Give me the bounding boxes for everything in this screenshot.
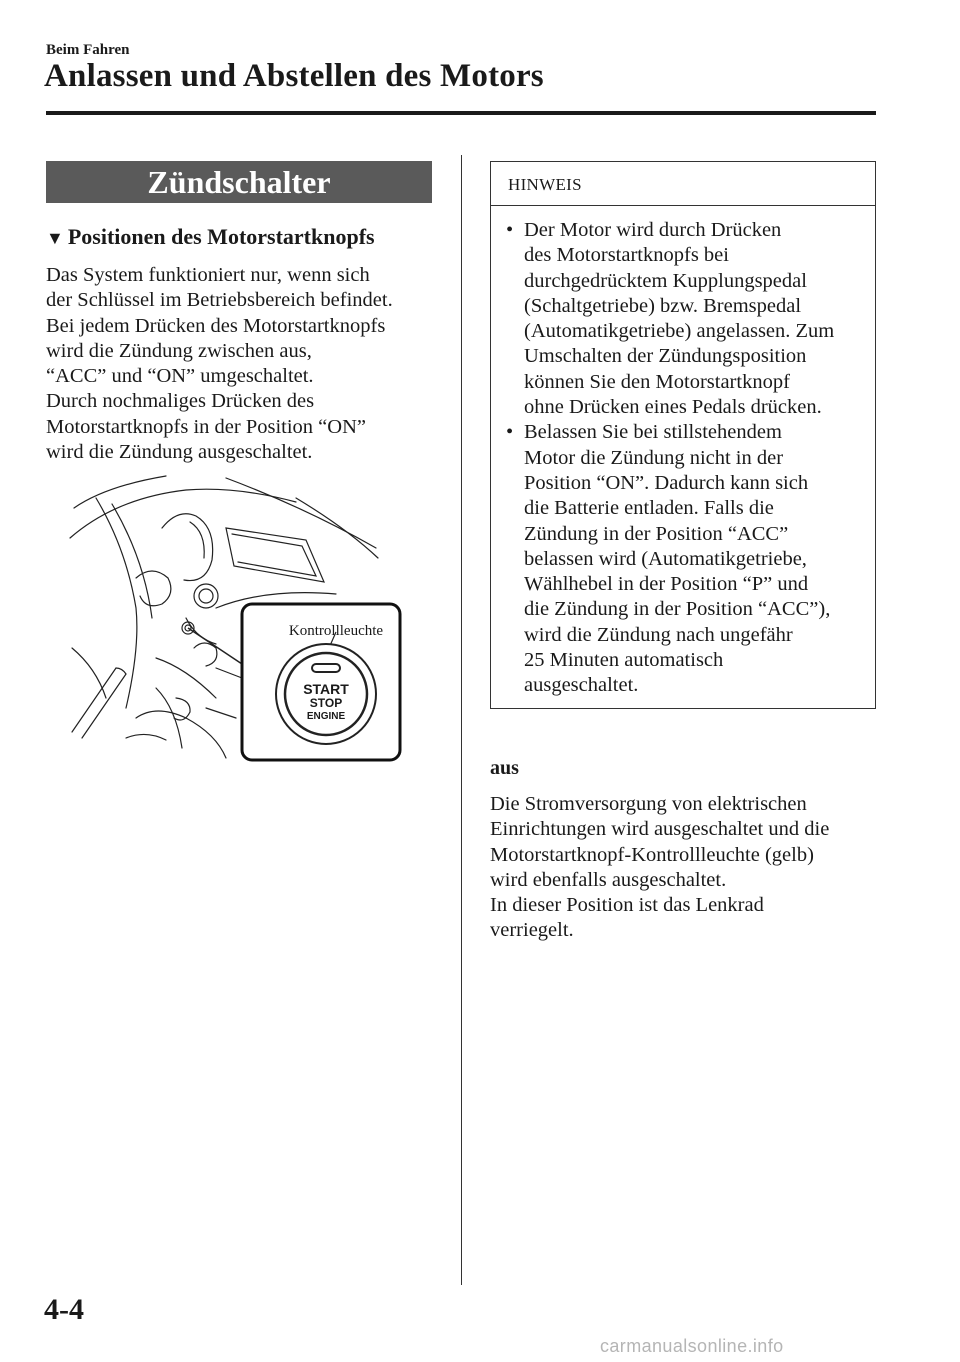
intro-paragraph	[46, 263, 446, 465]
note-line: Der Motor wird durch Drücken	[524, 219, 782, 241]
note-line: Position “ON”. Dadurch kann sich	[524, 471, 809, 494]
chapter-label: Beim Fahren	[46, 42, 130, 58]
header-rule	[46, 111, 876, 115]
paragraph-line: wird die Zündung ausgeschaltet.	[46, 441, 313, 464]
note-line: Belassen Sie bei stillstehendem	[524, 421, 782, 444]
page-number: 4-4	[44, 1293, 84, 1326]
note-line: (Schaltgetriebe) bzw. Bremspedal	[524, 294, 802, 317]
note-line: ohne Drücken eines Pedals drücken.	[524, 396, 822, 419]
note-list	[491, 218, 875, 699]
paragraph-line: Einrichtungen wird ausgeschaltet und die	[490, 818, 830, 841]
paragraph-line: wird ebenfalls ausgeschaltet.	[490, 868, 727, 891]
button-text-stop: STOP	[309, 696, 343, 710]
paragraph-line: Durch nochmaliges Drücken des	[46, 390, 315, 413]
note-line: Motor die Zündung nicht in der	[524, 446, 784, 469]
button-text-start: START	[303, 681, 349, 697]
subheading-text: Positionen des Motorstartknopfs	[67, 224, 375, 249]
button-text-engine: ENGINE	[306, 711, 346, 722]
note-line: belassen wird (Automatikgetriebe,	[524, 547, 807, 570]
paragraph-line: Bei jedem Drücken des Motorstartknopfs	[46, 314, 386, 337]
paragraph-line: verriegelt.	[490, 919, 574, 942]
paragraph-line: In dieser Position ist das Lenkrad	[490, 894, 764, 917]
note-line: des Motorstartknopfs bei	[524, 244, 729, 267]
paragraph-line: Motorstartknopf-Kontrollleuchte (gelb)	[490, 843, 814, 866]
paragraph-line: der Schlüssel im Betriebsbereich befindet.	[46, 289, 393, 312]
note-item	[491, 420, 875, 698]
note-line: 25 Minuten automatisch	[524, 649, 724, 672]
note-line: die Batterie entladen. Falls die	[524, 497, 774, 520]
section-heading: Zündschalter	[46, 161, 432, 203]
note-line: (Automatikgetriebe) angelassen. Zum	[524, 320, 835, 343]
note-line: die Zündung in der Position “ACC”),	[524, 598, 831, 621]
indicator-light-icon	[312, 664, 340, 672]
note-line: Wählhebel in der Position “P” und	[524, 573, 809, 596]
paragraph-line: wird die Zündung zwischen aus,	[46, 339, 312, 362]
column-divider	[461, 155, 462, 1285]
note-line: können Sie den Motorstartknopf	[524, 370, 790, 393]
note-separator	[491, 205, 875, 206]
aus-heading: aus	[490, 757, 519, 779]
note-line: ausgeschaltet.	[524, 674, 639, 697]
subheading	[46, 224, 375, 250]
watermark: carmanualsonline.info	[600, 1336, 784, 1356]
note-line: durchgedrücktem Kupplungspedal	[524, 269, 807, 292]
dashboard-illustration	[66, 468, 410, 762]
paragraph-line: Die Stromversorgung von elektrischen	[490, 793, 807, 815]
paragraph-line: Motorstartknopfs in der Position “ON”	[46, 415, 366, 438]
note-title: HINWEIS	[508, 175, 582, 194]
note-line: Umschalten der Zündungsposition	[524, 345, 807, 368]
aus-paragraph	[490, 792, 890, 944]
bullet-icon: •	[506, 219, 514, 241]
note-box	[490, 161, 876, 709]
note-line: wird die Zündung nach ungefähr	[524, 623, 793, 646]
callout-label: Kontrollleuchte	[288, 623, 384, 639]
note-line: Zündung in der Position “ACC”	[524, 522, 789, 545]
paragraph-line: Das System funktioniert nur, wenn sich	[46, 264, 370, 286]
bullet-icon: •	[506, 421, 514, 444]
triangle-down-icon: ▼	[46, 228, 64, 248]
page-title: Anlassen und Abstellen des Motors	[44, 58, 544, 94]
paragraph-line: “ACC” und “ON” umgeschaltet.	[46, 365, 314, 388]
note-item	[491, 218, 875, 420]
